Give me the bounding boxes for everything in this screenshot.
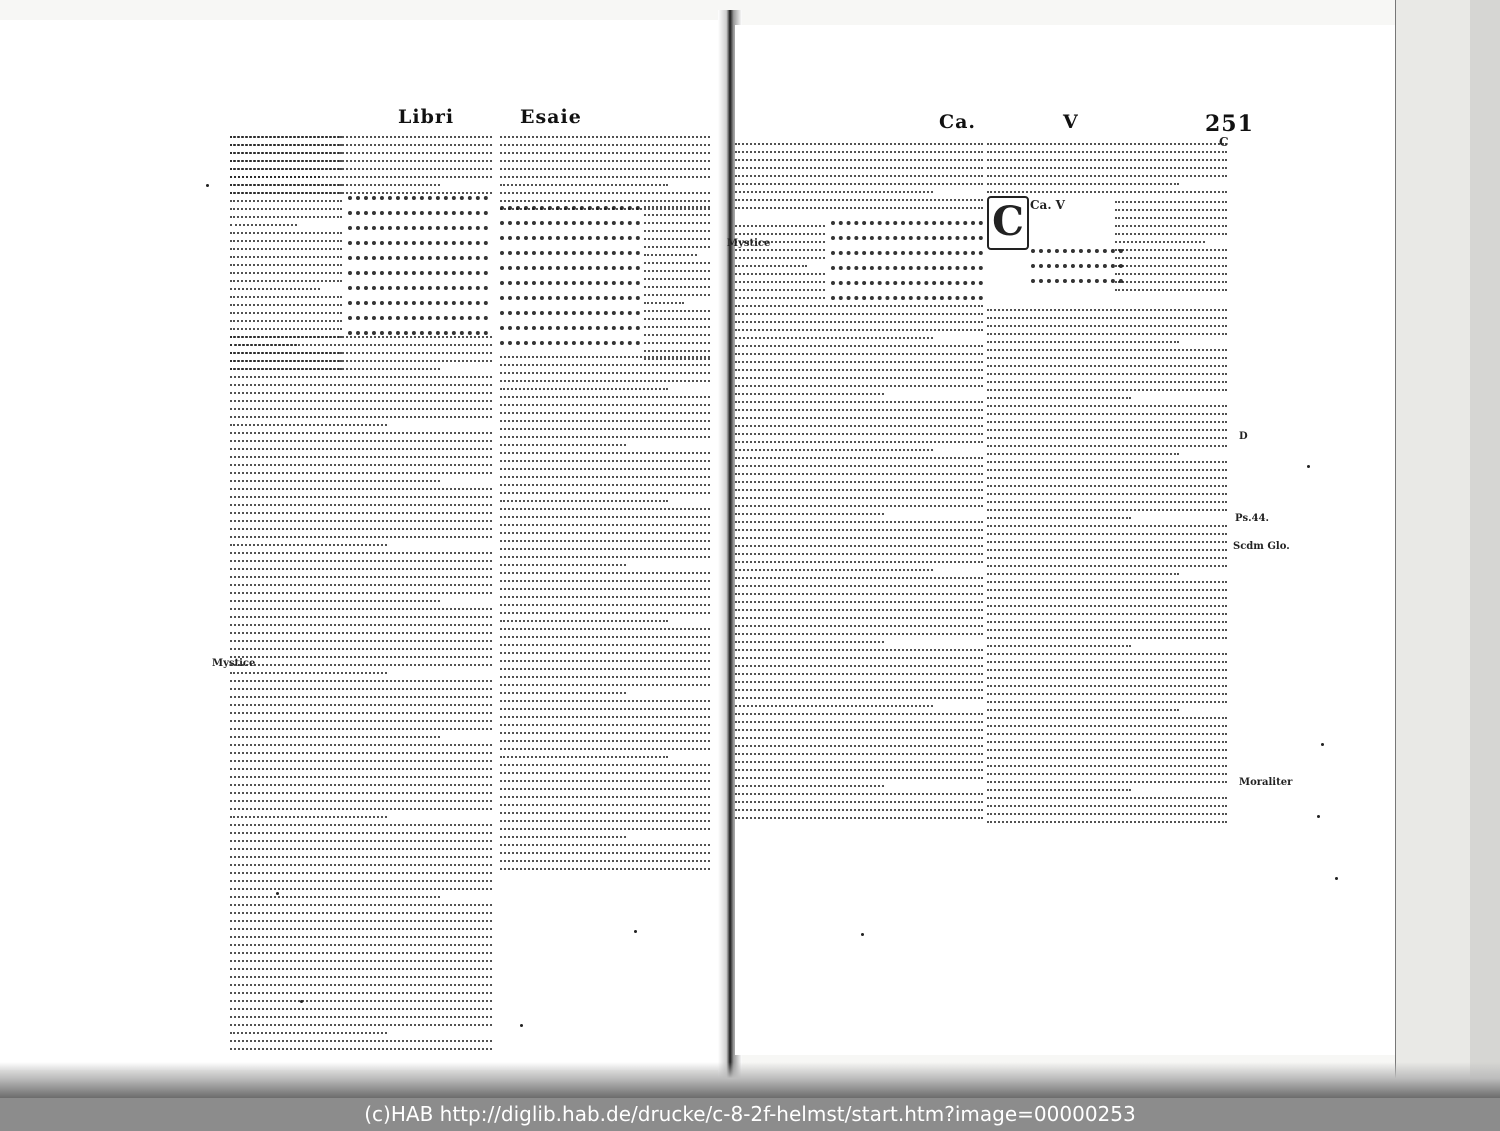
- folio-number: 251: [1205, 111, 1254, 137]
- ink-speck: [1321, 743, 1324, 746]
- right-margin-note-mystice: Mystice: [727, 238, 771, 249]
- ink-speck: [1335, 877, 1338, 880]
- ink-speck: [520, 1024, 523, 1027]
- left-running-head-esaie: Esaie: [520, 106, 582, 128]
- right-page: [727, 25, 1395, 1055]
- left-running-head-libri: Libri: [398, 106, 455, 128]
- ink-speck: [276, 892, 279, 895]
- left-gloss-column-c: [500, 356, 710, 876]
- right-margin-note-ps44: Ps.44.: [1235, 513, 1270, 524]
- right-gloss-column-a-top: [735, 143, 983, 223]
- left-gloss-column-b: [230, 336, 492, 1056]
- left-margin-note-mystice: Mystice: [212, 658, 256, 669]
- right-gloss-column-b-side: [1115, 201, 1227, 301]
- margin-mark-c: C: [1219, 135, 1229, 149]
- right-gloss-column-b: [987, 309, 1227, 829]
- right-gloss-column-b-top: [987, 143, 1227, 203]
- decorated-initial-c: C: [987, 196, 1029, 250]
- chapter-caption: Ca. V: [1030, 198, 1065, 212]
- right-running-head-v: V: [1063, 111, 1079, 133]
- left-gloss-column-c-top: [500, 136, 710, 216]
- bottom-scan-shadow: [0, 1062, 1500, 1098]
- right-margin-note-scdm-glo: Scdm Glo.: [1233, 541, 1290, 552]
- ink-speck: [300, 1000, 303, 1003]
- left-page: [0, 20, 722, 1070]
- left-gloss-column-c-side: [644, 206, 710, 366]
- ink-speck: [1307, 465, 1310, 468]
- right-margin-note-moraliter: Moraliter: [1239, 777, 1293, 788]
- ink-speck: [1317, 815, 1320, 818]
- ink-speck: [206, 184, 209, 187]
- left-main-text-block-a: [348, 196, 488, 356]
- right-margin-note-d: D: [1239, 431, 1248, 442]
- ink-speck: [634, 930, 637, 933]
- right-running-head-ca: Ca.: [939, 111, 977, 133]
- credit-bar: [0, 1098, 1500, 1131]
- right-main-text-block-b: [1031, 249, 1123, 309]
- page-edge-shadow: [1470, 0, 1500, 1098]
- right-main-text-block-a: [831, 221, 983, 305]
- credit-text: (c)HAB http://diglib.hab.de/drucke/c-8-2f-helmst/start.htm?image=00000253: [364, 1102, 1136, 1126]
- right-gloss-column-a-side: [735, 225, 825, 305]
- ink-speck: [861, 933, 864, 936]
- left-main-text-block-b: [500, 206, 640, 356]
- right-gloss-column-a: [735, 305, 983, 825]
